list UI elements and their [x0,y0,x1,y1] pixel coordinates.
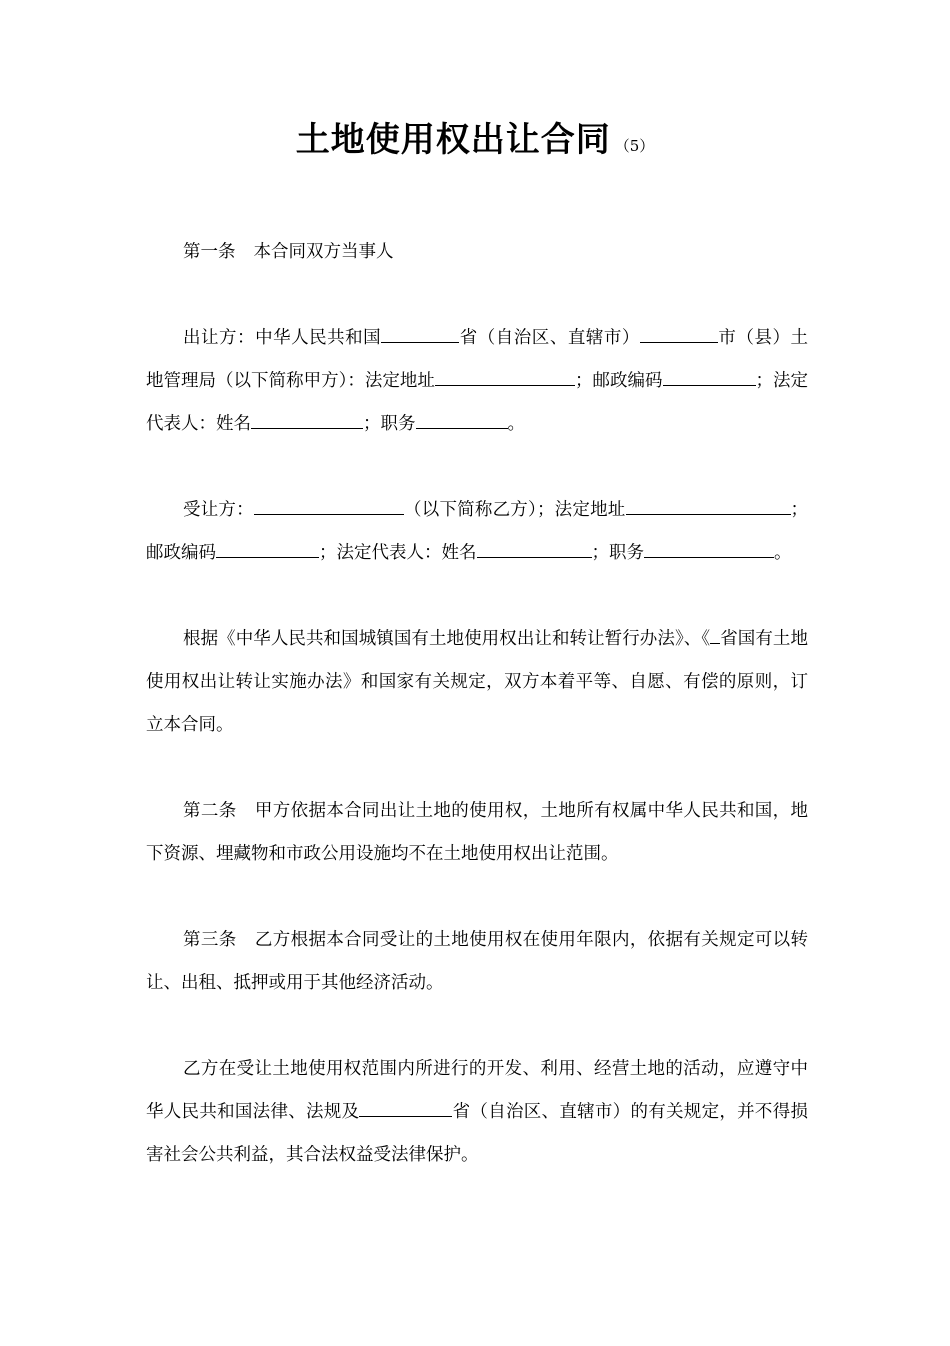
article-1 [146,231,808,274]
document-title [0,112,950,161]
title-suffix: （5） [614,137,655,155]
grantee-post-label: ；职务 [591,543,644,563]
title-text: 土地使用权出让合同 [295,120,611,160]
article-1-text: 本合同双方当事人 [253,242,394,262]
rights-text-a: 乙方在受让土地使用权范围内所进行的开发、利用、经营土地的活动，应遵守中华人民共和国法律、法规及 [146,1059,808,1122]
city-suffix: 市（县）土地管理局（以下简称甲方）：法定地址 [146,328,808,391]
blank-grantee-postcode[interactable] [216,541,319,558]
article-3-text: 乙方根据本合同受让的土地使用权在使用年限内，依据有关规定可以转让、出租、抵押或用于其他经济活动。 [146,930,809,993]
blank-city[interactable] [640,326,718,343]
blank-province[interactable] [381,326,459,343]
blank-grantor-rep-name[interactable] [251,412,363,429]
grantor-end: 。 [507,414,525,434]
blank-grantor-address[interactable] [435,369,575,386]
blank-basis-province[interactable] [710,627,720,644]
grantor-clause [146,317,808,446]
blank-grantee-rep-name[interactable] [477,541,592,558]
article-2-text: 甲方依据本合同出让土地的使用权，土地所有权属中华人民共和国，地下资源、埋藏物和市政公用设施均不在土地使用权出让范围。 [146,801,809,864]
province-suffix: 省（自治区、直辖市） [459,328,640,348]
grantee-alias: （以下简称乙方）；法定地址 [403,500,626,520]
basis-text-b: 省国有土地使用权出让转让实施办法》和国家有关规定，双方本着平等、自愿、有偿的原则，订立本合同。 [146,629,809,735]
article-2 [146,790,808,876]
basis-clause [146,618,808,747]
grantor-postcode-label: ；邮政编码 [574,371,663,391]
document-body [146,231,808,1220]
article-3-heading: 第三条 [183,930,237,950]
grantee-end: 。 [774,543,792,563]
article-2-heading: 第二条 [183,801,237,821]
rights-text-b: 省（自治区、直辖市）的有关规定，并不得损害社会公共利益，其合法权益受法律保护。 [146,1102,808,1165]
grantee-rep-label: ；法定代表人：姓名 [319,543,477,563]
blank-grantee-post[interactable] [644,541,774,558]
blank-grantee-name[interactable] [254,498,404,515]
grantee-postcode-label: ；邮政编码 [146,500,809,563]
blank-grantor-post[interactable] [416,412,508,429]
blank-rights-province[interactable] [359,1100,452,1117]
grantor-post-label: ；职务 [363,414,416,434]
basis-text-a: 根据《中华人民共和国城镇国有土地使用权出让和转让暂行办法》、《 [183,629,711,649]
rights-clause [146,1048,808,1177]
article-3 [146,919,808,1005]
article-1-heading: 第一条 [183,242,236,262]
grantee-label: 受让方： [183,500,254,520]
grantor-label: 出让方：中华人民共和国 [183,328,382,348]
grantee-clause [146,489,808,575]
blank-grantor-postcode[interactable] [663,369,756,386]
blank-grantee-address[interactable] [626,498,791,515]
grantor-rep-label: ；法定代表人：姓名 [146,371,809,434]
